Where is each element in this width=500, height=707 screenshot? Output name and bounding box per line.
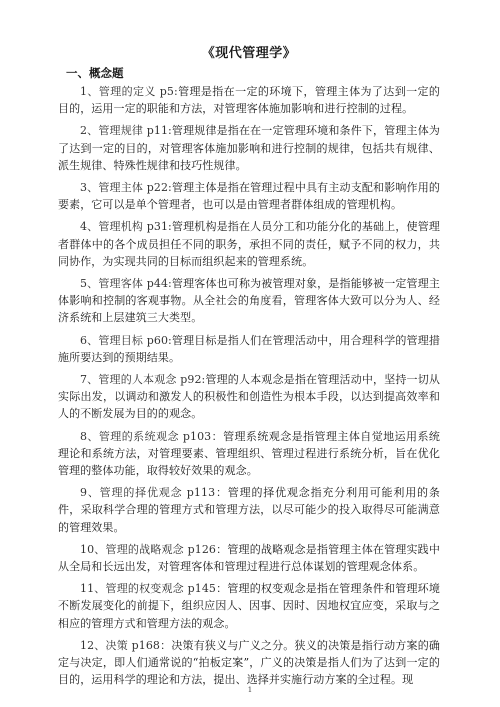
concept-definition: 管理系统观念是指管理主体自觉地运用系统理论和系统方法，对管理要素、管理组织、管理过程进行系统分析，旨在优化管理的整体功能，取得较好效果的观念。	[58, 429, 440, 478]
concept-list	[58, 83, 440, 689]
concept-item	[58, 332, 440, 366]
concept-term: 4、管理机构 p31:	[80, 220, 172, 234]
concept-definition: 管理目标是指人们在管理活动中，用合理科学的管理措施所要达到的预期结果。	[58, 333, 440, 364]
concept-definition: 管理的权变观念是指在管理条件和管理环境不断发展变化的前提下，组织应因人、因事、因时、因地权宜应变，采取与之相应的管理方式和管理方法的观念。	[58, 582, 440, 630]
concept-term: 9、管理的择优观念 p113：	[80, 486, 228, 500]
concept-definition: 管理的战略观念是指管理主体在管理实践中从全局和长远出发，对管理客体和管理过程进行总体谋划的管理观念体系。	[58, 542, 440, 574]
document-title: 《现代管理学》	[201, 46, 297, 61]
concept-definition: 管理是指在一定的环境下，管理主体为了达到一定的目的，运用一定的职能和方法，对管理客体施加影响和进行控制的过程。	[58, 85, 440, 116]
concept-item	[58, 218, 440, 270]
concept-item	[58, 428, 440, 480]
concept-term: 8、管理的系统观念 p103：	[80, 429, 224, 443]
concept-term: 2、管理规律 p11:	[80, 124, 172, 138]
concept-item	[58, 179, 440, 213]
concept-item	[58, 637, 440, 689]
concept-definition: 管理规律是指在在一定管理环境和条件下，管理主体为了达到一定的目的，对管理客体施加影响和进行控制的规律，包括共有规律、派生规律、特殊性规律和技巧性规律。	[58, 124, 440, 172]
concept-term: 12、决策 p168：	[80, 638, 172, 652]
concept-term: 6、管理目标 p60:	[80, 333, 172, 347]
concept-item	[58, 275, 440, 327]
concept-definition: 决策有狭义与广义之分。狭义的决策是指行动方案的确定与决定，即人们通常说的“拍板定案”，广义的决策是指人们为了达到一定的目的，运用科学的理论和方法，提出、选择并实施行动方案的全过程。现	[58, 638, 440, 687]
concept-item	[58, 580, 440, 632]
concept-term: 1、管理的定义 p5:	[80, 85, 178, 98]
concept-definition: 管理机构是指在人员分工和功能分化的基础上，使管理者群体中的各个成员担任不同的职务，承担不同的责任，赋予不同的权力，共同协作，为实现共同的目标而组织起来的管理系统。	[58, 220, 440, 268]
concept-item	[58, 541, 440, 575]
concept-term: 5、管理客体 p44:	[80, 277, 172, 291]
concept-term: 3、管理主体 p22:	[80, 181, 172, 195]
concept-term: 10、管理的战略观念 p126：	[80, 542, 228, 556]
concept-definition: 管理客体也可称为被管理对象，是指能够被一定管理主体影响和控制的客观事物。从全社会的角度看，管理客体大致可以分为人、经济系统和上层建筑三大类型。	[58, 277, 440, 325]
concept-term: 11、管理的权变观念 p145：	[80, 582, 228, 596]
concept-item	[58, 83, 440, 117]
concept-term: 7、管理的人本观念 p92:	[80, 373, 206, 387]
concept-item	[58, 484, 440, 536]
concept-item	[58, 122, 440, 174]
concept-item	[58, 371, 440, 423]
concept-definition: 管理的择优观念指充分利用可能利用的条件，采取科学合理的管理方式和管理方法，以尽可能少的投入取得尽可能满意的管理效果。	[58, 486, 440, 534]
page-number: 1	[247, 686, 253, 694]
concept-definition: 管理的人本观念是指在管理活动中，坚持一切从实际出发，以调动和激发人的积极性和创造性为根本手段，以达到提高效率和人的不断发展为目的的观念。	[58, 373, 440, 421]
section-heading: 一、概念题	[66, 66, 124, 80]
concept-definition: 管理主体是指在管理过程中具有主动支配和影响作用的要素，它可以是单个管理者，也可以是由管理者群体组成的管理机构。	[58, 181, 440, 212]
